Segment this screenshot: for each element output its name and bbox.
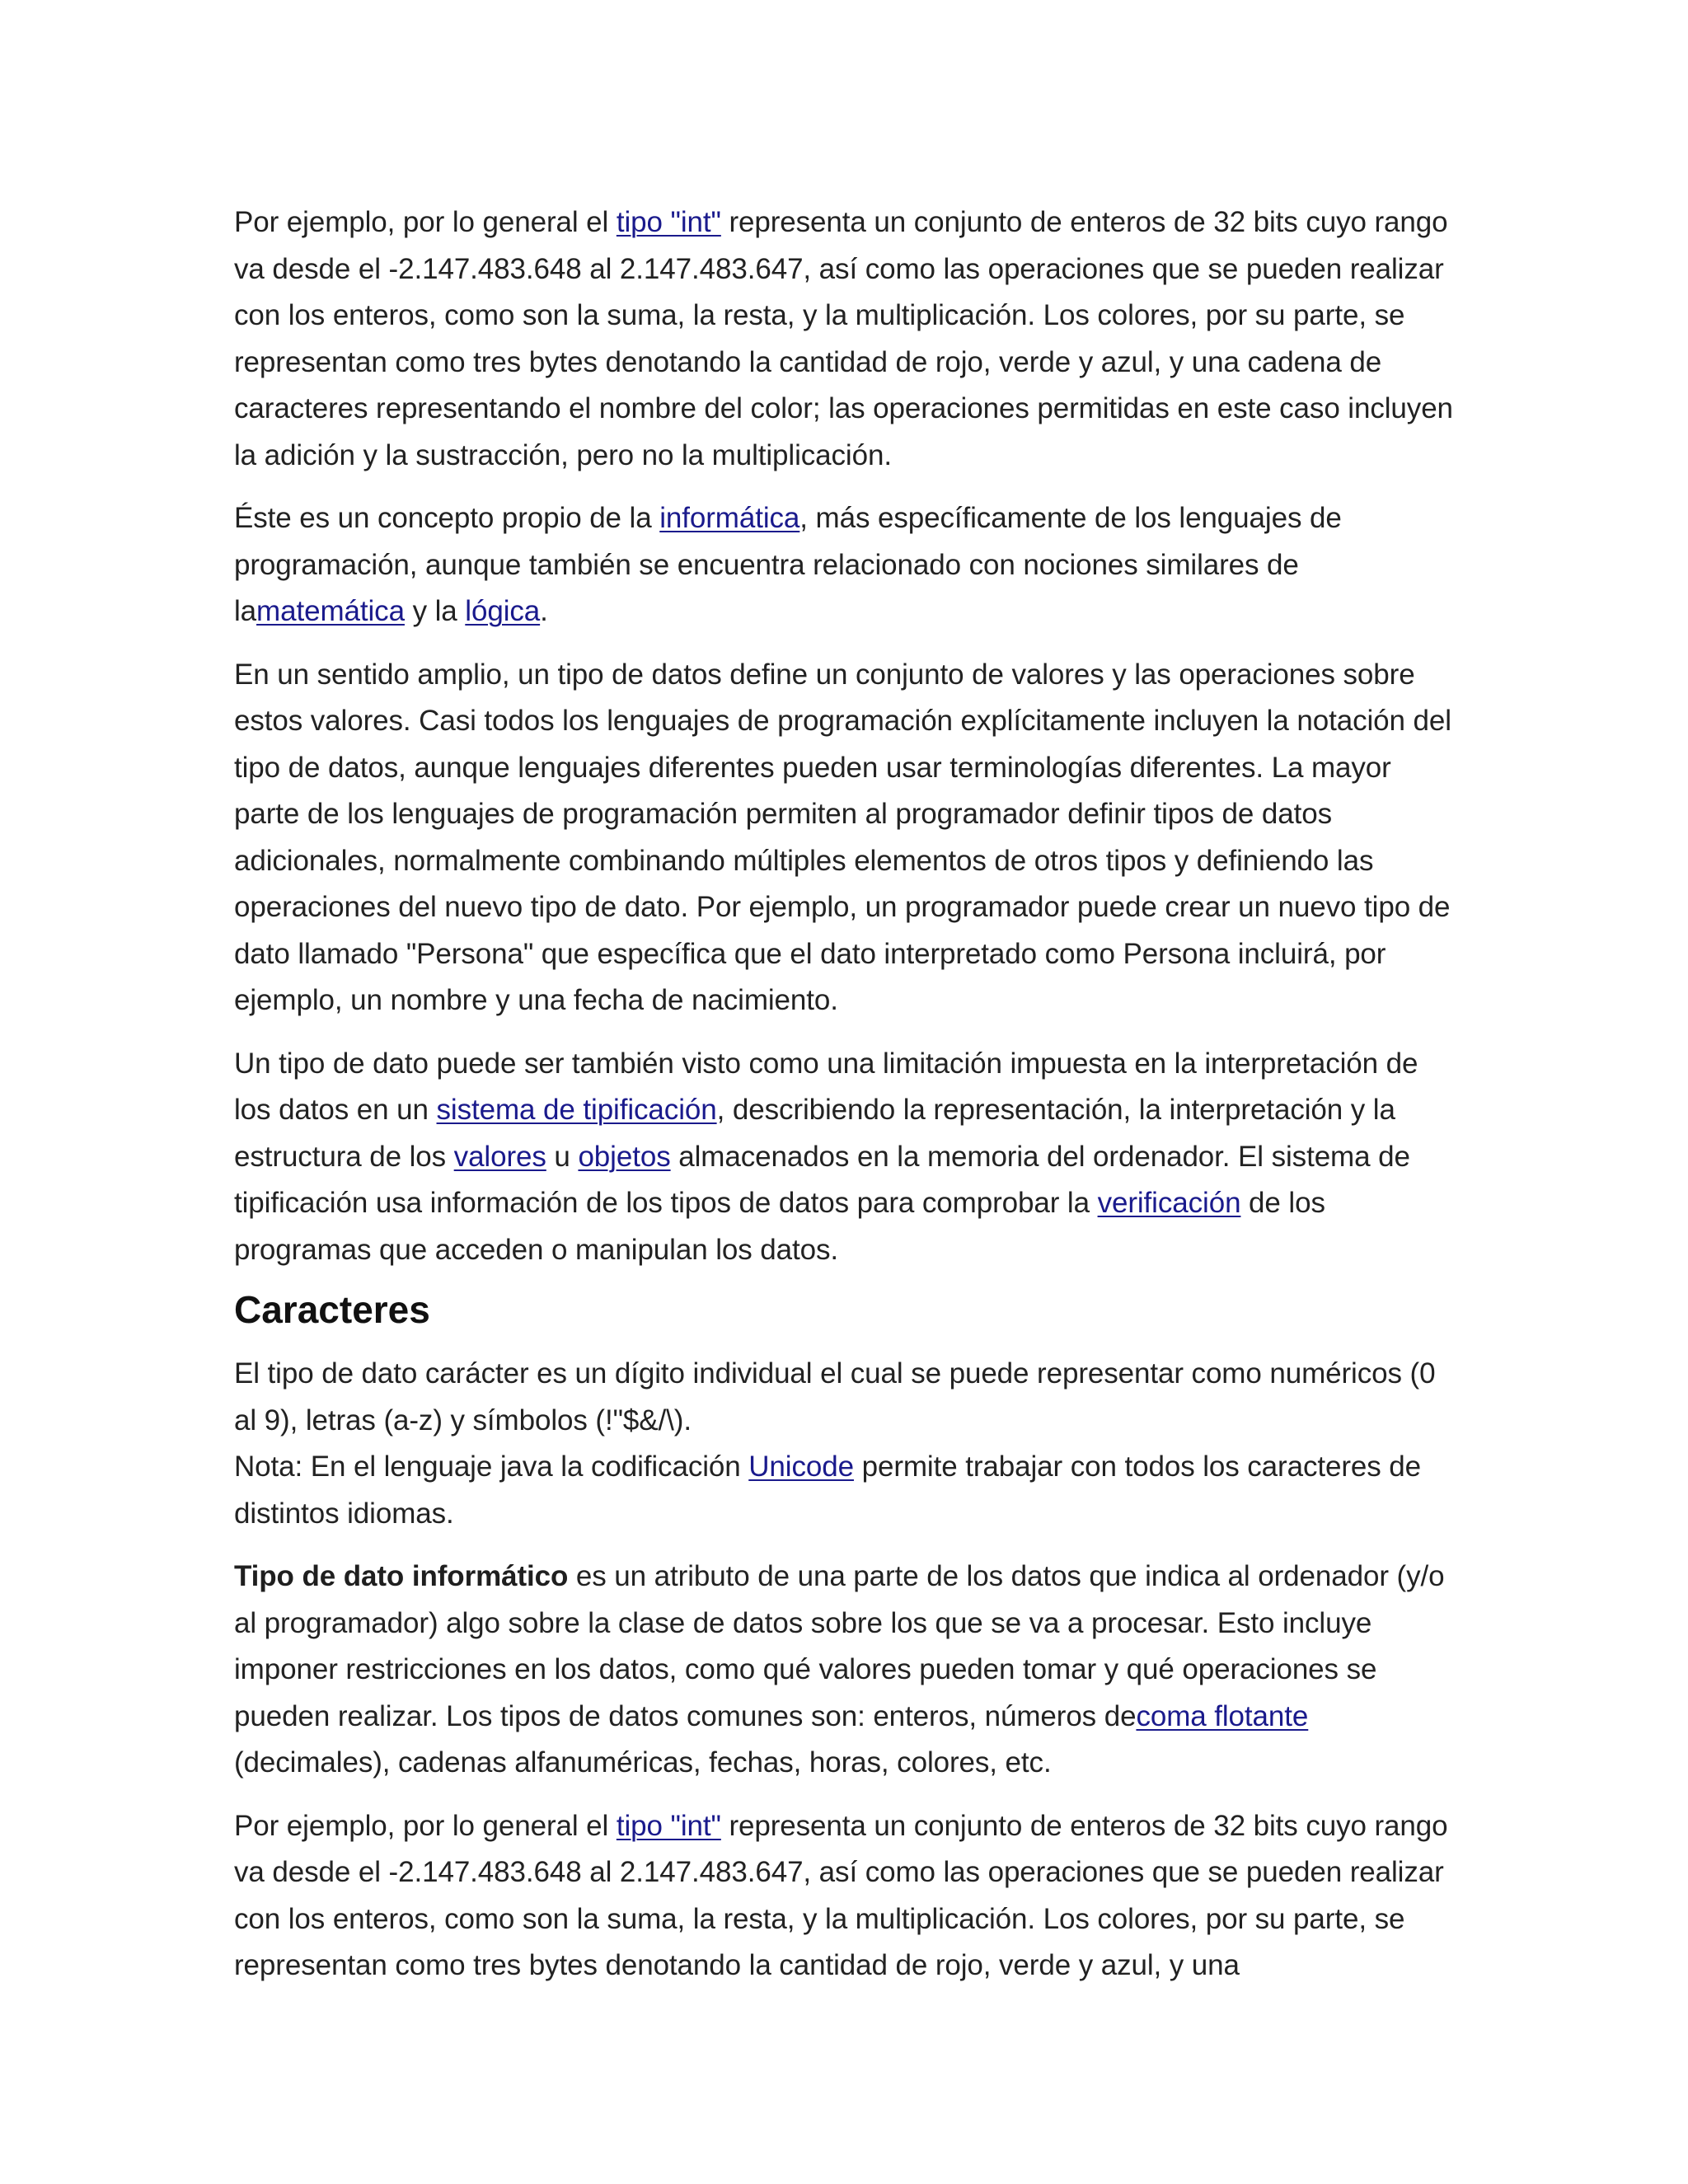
paragraph-nota-unicode [234,1444,1462,1537]
document-page [234,199,1462,2006]
paragraph-limitacion [234,1041,1462,1274]
paragraph-text: representa un conjunto de enteros de 32 bits cuyo rango va desde el -2.147.483.648 al 2.147.483.647, así como las operaciones que se pueden realizar con los enteros, como son la suma, la resta, y la multiplicación. Los colores, por su parte, se representan como tres bytes denotando la cantidad de rojo, verde y azul, y una cadena de caracteres representando el nombre del color; las operaciones permitidas en este caso incluyen la adición y la sustracción, pero no la multiplicación. [234,206,1453,471]
link-matematica[interactable]: matemática [256,595,405,627]
paragraph-text: es un atributo de una parte de los datos que indica al ordenador (y/o al programador) algo sobre la clase de datos sobre los que se va a procesar. Esto incluye imponer restricciones en los datos, como qué valores pueden tomar y qué operaciones se pueden realizar. Los tipos de datos comunes son: enteros, números de [234,1560,1445,1732]
paragraph-text: permite trabajar con todos los caracteres de distintos idiomas. [234,1451,1422,1530]
paragraph-text: (decimales), cadenas alfanuméricas, fechas, horas, colores, etc. [234,1746,1052,1779]
link-tipo-int[interactable]: tipo "int" [616,206,721,238]
paragraph-text: Éste es un concepto propio de la [234,502,660,534]
paragraph-tipo-dato-informatico [234,1554,1462,1787]
link-objetos[interactable]: objetos [578,1140,671,1173]
link-sistema-tipificacion[interactable]: sistema de tipificación [436,1094,717,1126]
link-coma-flotante[interactable]: coma flotante [1136,1699,1309,1732]
paragraph-text: , más específicamente de los lenguajes de programación, aunque también se encuentra relacionado con nociones similares de la [234,502,1342,627]
link-informatica[interactable]: informática [659,502,800,534]
paragraph-text: Nota: En el lenguaje java la codificación [234,1451,749,1483]
paragraph-tipo-int-repeat [234,1803,1462,1990]
paragraph-concepto [234,495,1462,635]
paragraph-text: Un tipo de dato puede ser también visto como una limitación impuesta en la interpretación de los datos en un [234,1047,1418,1126]
paragraph-text: almacenados en la memoria del ordenador. El sistema de tipificación usa información de los tipos de datos para comprobar la [234,1140,1410,1219]
link-unicode[interactable]: Unicode [748,1451,854,1483]
paragraph-text: de los programas que acceden o manipulan los datos. [234,1187,1325,1266]
paragraph-tipo-int [234,199,1462,479]
paragraph-text: Por ejemplo, por lo general el [234,1809,617,1842]
paragraph-text: Por ejemplo, por lo general el [234,206,617,238]
link-logica[interactable]: lógica [465,595,541,627]
paragraph-caracter: El tipo de dato carácter es un dígito individual el cual se puede representar como numéricos (0 al 9), letras (a-z) y símbolos (!"$&/\). [234,1357,1436,1436]
link-tipo-int[interactable]: tipo "int" [616,1809,721,1842]
paragraph-text: y la [404,595,466,627]
link-verificacion[interactable]: verificación [1097,1187,1241,1219]
paragraph-text: , describiendo la representación, la interpretación y la estructura de los [234,1094,1395,1173]
paragraph-text: u [546,1140,579,1173]
link-valores[interactable]: valores [453,1140,546,1173]
bold-term: Tipo de dato informático [234,1560,569,1592]
paragraph-sentido-amplio: En un sentido amplio, un tipo de datos define un conjunto de valores y las operaciones sobre estos valores. Casi todos los lenguajes de programación explícitamente incluyen la notación del tipo de datos, aunque lenguajes diferentes pueden usar terminologías diferentes. La mayor parte de los lenguajes de programación permiten al programador definir tipos de datos adicionales, normalmente combinando múltiples elementos de otros tipos y definiendo las operaciones del nuevo tipo de dato. Por ejemplo, un programador puede crear un nuevo tipo de dato llamado "Persona" que específica que el dato interpretado como Persona incluirá, por ejemplo, un nombre y una fecha de nacimiento. [234,658,1451,1016]
paragraph-text: representa un conjunto de enteros de 32 bits cuyo rango va desde el -2.147.483.648 al 2.147.483.647, así como las operaciones que se pueden realizar con los enteros, como son la suma, la resta, y la multiplicación. Los colores, por su parte, se representan como tres bytes denotando la cantidad de rojo, verde y azul, y una [234,1809,1448,1981]
section-heading: Caracteres [234,1288,430,1331]
paragraph-text: . [540,595,548,627]
